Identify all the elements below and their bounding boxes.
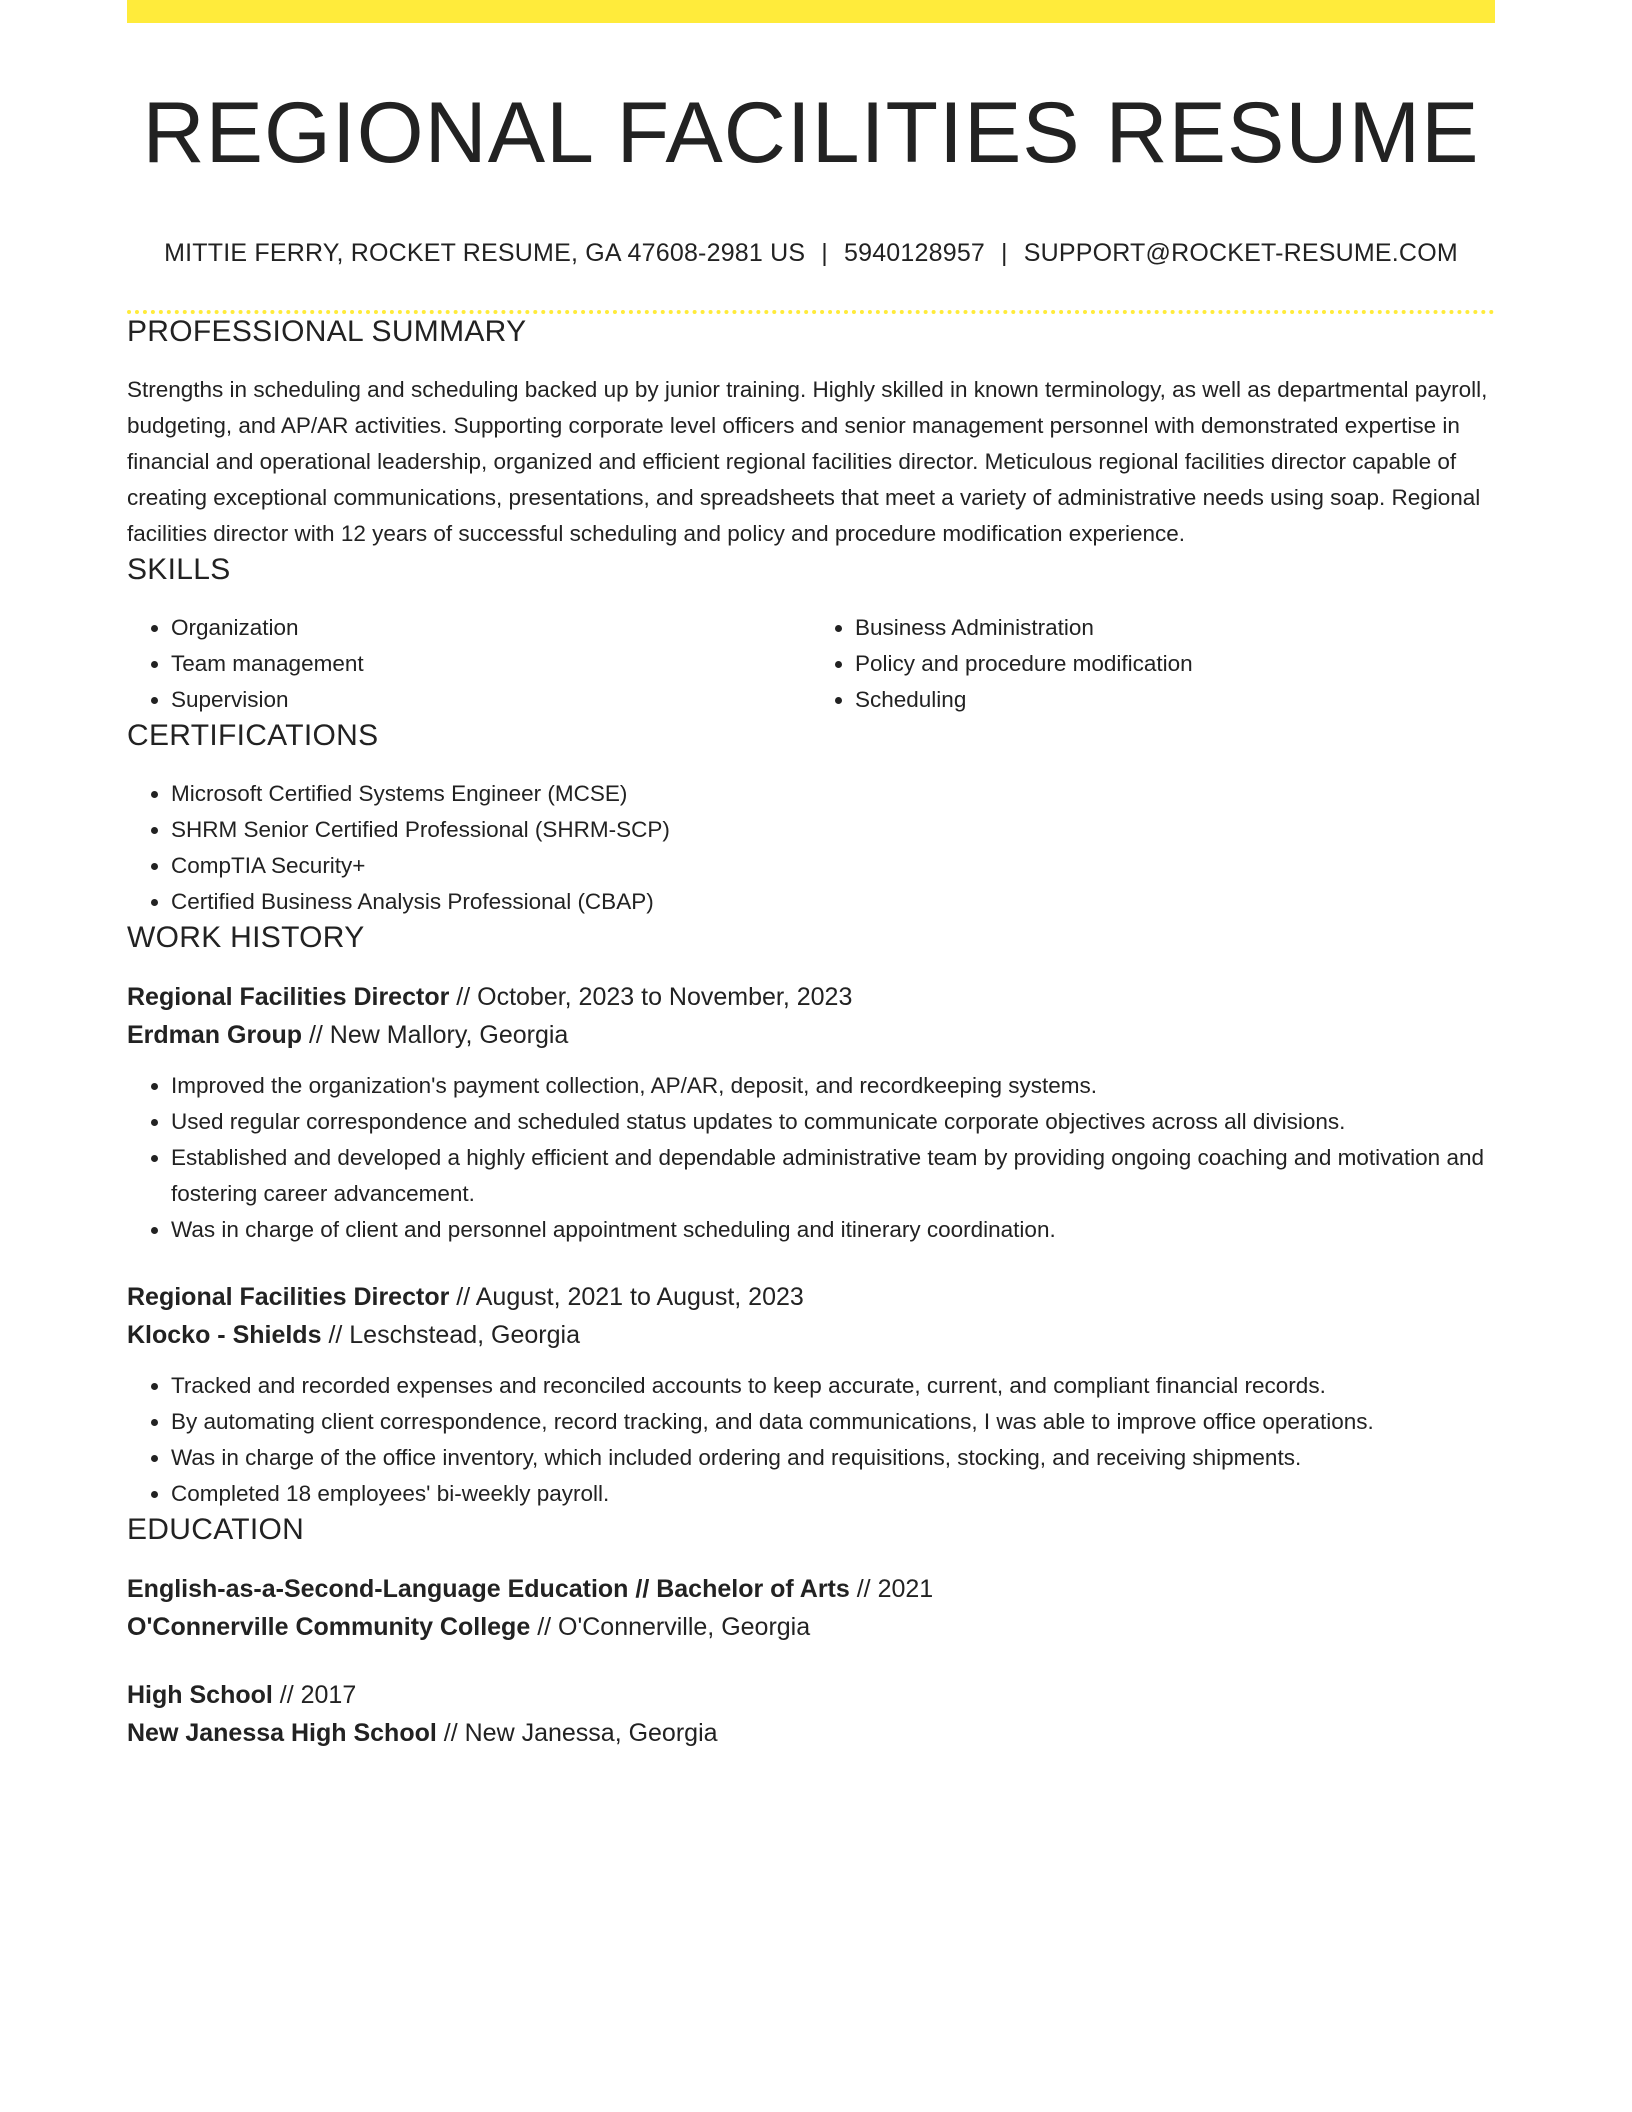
job-bullet: • Was in charge of the office inventory, which included ordering and requisitions, stocking, and receiving shipments. (171, 1440, 1495, 1476)
education-year: // 2017 (279, 1681, 357, 1709)
job-bullets (127, 1368, 1495, 1512)
skills-grid (127, 610, 1495, 718)
skills-right-list (811, 610, 1495, 718)
job-company: Erdman Group (127, 1021, 303, 1049)
education-year: // 2021 (856, 1575, 934, 1603)
skills-left-list (127, 610, 811, 718)
contact-email[interactable]: SUPPORT@ROCKET-RESUME.COM (1023, 239, 1458, 267)
certifications-heading: CERTIFICATIONS (127, 719, 379, 752)
contact-address: MITTIE FERRY, ROCKET RESUME, GA 47608-2981 US (164, 239, 806, 267)
summary-heading: PROFESSIONAL SUMMARY (127, 315, 527, 348)
job-bullet: • Established and developed a highly efficient and dependable administrative team by providing ongoing coaching and motivation and fostering career advancement. (171, 1140, 1495, 1212)
job-title: Regional Facilities Director (127, 1283, 450, 1311)
job-entry (127, 1278, 1495, 1512)
job-title: Regional Facilities Director (127, 983, 450, 1011)
skill-item: • Scheduling (855, 682, 1495, 718)
job-bullet: • Improved the organization's payment collection, AP/AR, deposit, and recordkeeping systems. (171, 1068, 1495, 1104)
job-dates: // August, 2021 to August, 2023 (456, 1283, 804, 1311)
education-school: New Janessa High School (127, 1719, 437, 1747)
education-school-line (127, 1608, 1495, 1646)
certifications-list (127, 776, 1495, 920)
education-location: // O'Connerville, Georgia (537, 1613, 811, 1641)
education-entry (127, 1676, 1495, 1752)
education-degree-line (127, 1570, 1495, 1608)
education-location: // New Janessa, Georgia (443, 1719, 718, 1747)
job-title-line (127, 1278, 1495, 1316)
job-company: Klocko - Shields (127, 1321, 322, 1349)
skill-item: • Business Administration (855, 610, 1495, 646)
job-location: // Leschstead, Georgia (328, 1321, 580, 1349)
education-school-line (127, 1714, 1495, 1752)
job-dates: // October, 2023 to November, 2023 (456, 983, 853, 1011)
education-school: O'Connerville Community College (127, 1613, 531, 1641)
summary-text: Strengths in scheduling and scheduling backed up by junior training. Highly skilled in known terminology, as well as departmental payroll, budgeting, and AP/AR activities. Supporting corporate level officers and senior management personnel with demonstrated expertise in financial and operational leadership, organized and efficient regional facilities director. Meticulous regional facilities director capable of creating exceptional communications, presentations, and spreadsheets that meet a variety of administrative needs using soap. Regional facilities director with 12 years of successful scheduling and policy and procedure modification experience. (127, 377, 1488, 546)
education-degree: High School (127, 1681, 273, 1709)
job-bullets (127, 1068, 1495, 1248)
certification-item: • CompTIA Security+ (171, 848, 1495, 884)
contact-separator: | (1001, 239, 1008, 267)
certification-item: • Microsoft Certified Systems Engineer (MCSE) (171, 776, 1495, 812)
job-company-line (127, 1016, 1495, 1054)
page-title: REGIONAL FACILITIES RESUME (142, 85, 1480, 181)
job-title-line (127, 978, 1495, 1016)
accent-top-bar (127, 0, 1495, 23)
job-bullet: • Was in charge of client and personnel appointment scheduling and itinerary coordination. (171, 1212, 1495, 1248)
job-bullet: • Tracked and recorded expenses and reconciled accounts to keep accurate, current, and compliant financial records. (171, 1368, 1495, 1404)
contact-phone: 5940128957 (843, 239, 986, 267)
skills-heading: SKILLS (127, 553, 231, 586)
certification-item: • SHRM Senior Certified Professional (SHRM-SCP) (171, 812, 1495, 848)
job-entry (127, 978, 1495, 1248)
job-location: // New Mallory, Georgia (308, 1021, 569, 1049)
job-company-line (127, 1316, 1495, 1354)
skill-item: • Supervision (171, 682, 811, 718)
skill-item: • Team management (171, 646, 811, 682)
education-entry (127, 1570, 1495, 1646)
contact-separator: | (821, 239, 828, 267)
job-bullet: • Completed 18 employees' bi-weekly payroll. (171, 1476, 1495, 1512)
skill-item: • Organization (171, 610, 811, 646)
education-heading: EDUCATION (127, 1513, 305, 1546)
resume-page (127, 0, 1495, 1752)
contact-line (127, 237, 1495, 269)
job-bullet: • Used regular correspondence and scheduled status updates to communicate corporate objectives across all divisions. (171, 1104, 1495, 1140)
job-bullet: • By automating client correspondence, record tracking, and data communications, I was able to improve office operations. (171, 1404, 1495, 1440)
education-degree-line (127, 1676, 1495, 1714)
work-history-heading: WORK HISTORY (127, 921, 365, 954)
skill-item: • Policy and procedure modification (855, 646, 1495, 682)
certification-item: • Certified Business Analysis Professional (CBAP) (171, 884, 1495, 920)
education-degree: English-as-a-Second-Language Education // Bachelor of Arts (127, 1575, 850, 1603)
